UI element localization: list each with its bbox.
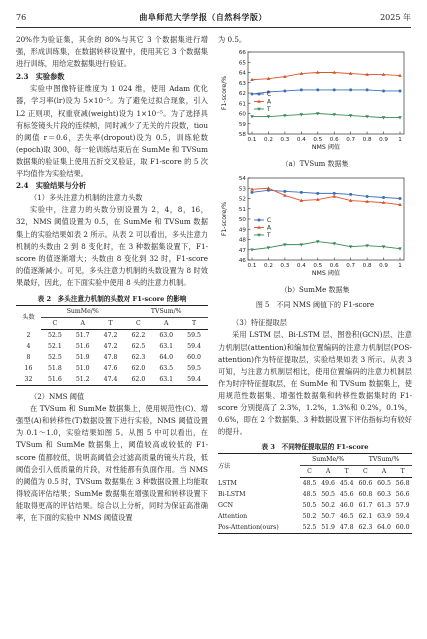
table-cell: 64.0 — [159, 354, 174, 362]
x-tick-label: 1 — [398, 137, 402, 144]
data-point — [251, 93, 254, 96]
table2-group-tvsum: TVSum/% — [124, 306, 208, 318]
y-tick-label: 65 — [238, 60, 246, 67]
table-cell: 59.4 — [187, 343, 201, 351]
table-cell: 52.5 — [48, 332, 62, 340]
table2-col: A — [152, 318, 180, 330]
legend-label: C — [267, 218, 272, 225]
table-row — [218, 478, 412, 490]
table-row — [218, 511, 412, 522]
page-number: 76 — [16, 12, 27, 22]
data-point — [300, 89, 303, 92]
y-tick-label: 66 — [238, 50, 246, 57]
intro-paragraph: 20%作为验证集，其余的 80%与其它 3 个数据集进行增强，形成训练集，在数据转移设置中，使用其它 3 个数据集进行训练，用给定数据集进行验证。 — [16, 35, 208, 69]
x-tick-label: 1 — [398, 263, 402, 270]
table-row — [16, 341, 208, 352]
data-point — [382, 90, 385, 93]
table-cell: 50.7 — [321, 513, 335, 521]
table-cell: 47.2 — [103, 343, 118, 351]
table-cell: 62.1 — [358, 513, 373, 521]
fig5a-caption: （a）TVSum 数据集 — [281, 160, 349, 169]
table3 — [218, 453, 412, 534]
legend-label: T — [267, 233, 271, 240]
table-cell: 51.6 — [75, 343, 90, 351]
x-tick-label: 0.7 — [346, 137, 356, 144]
y-tick-label: 47 — [238, 247, 246, 254]
subsection-heads-heading: （1）多头注意力机制的注意力头数 — [30, 193, 143, 203]
table-cell: 51.6 — [41, 374, 69, 386]
table2-col: T — [180, 318, 208, 330]
feature-paragraph: 采用 LSTM 层、Bi-LSTM 层、图卷积(GCN)层、注意力机制层(attention)和编加位置编码的注意力机制层(POS-attention)作为特征提取层，实验结果如表 3 所示。从表 3 可知，与注意力机制层相比，使用位置编码的注意力机制层作为时序特征提取层，在 SumMe 和 TVSum 数据集上，使用规范性数据集、增强性数据集和转移性数据集时的 F1-score 分别提高了 2.3%，1.2%，1.3%和 0.2%，0.1%，0.6%，即在 2 个数据集、3 种数据设置下评估指标均有较好的提升。 — [218, 330, 412, 437]
table-cell: 50.2 — [321, 502, 335, 510]
row-label: LSTM — [218, 480, 237, 488]
table-cell: 63.5 — [159, 365, 174, 373]
table2-head-label: 头数 — [16, 306, 41, 330]
table-cell: 60.6 — [358, 480, 373, 488]
x-tick-label: 0.7 — [346, 263, 356, 270]
data-point — [398, 248, 402, 251]
table-cell: 46.5 — [339, 513, 354, 521]
x-tick-label: 0.5 — [313, 263, 323, 270]
table-cell: 57.9 — [395, 502, 410, 510]
y-tick-label: 50 — [238, 217, 246, 224]
table-cell: 59.4 — [395, 513, 410, 521]
fig5-caption: 图 5 不同 NMS 阈值下的 F1-score — [255, 301, 375, 310]
table-cell: 62.3 — [131, 354, 146, 362]
table2-col: T — [97, 318, 125, 330]
x-tick-label: 0.8 — [362, 137, 372, 144]
table-cell: 52.5 — [300, 522, 319, 534]
y-tick-label: 63 — [238, 80, 246, 87]
x-tick-label: 0.3 — [280, 263, 290, 270]
y-tick-label: 62 — [238, 91, 246, 98]
table-cell: 64.0 — [375, 522, 394, 534]
table-cell: 50.5 — [302, 502, 317, 510]
legend-label: A — [267, 225, 271, 232]
y-tick-label: 58 — [238, 132, 246, 139]
table-cell: 47.4 — [97, 374, 125, 386]
y-tick-label: 61 — [238, 101, 246, 108]
table-row — [16, 352, 208, 363]
section-2-4-heading: 2.4 实验结果与分析 — [16, 181, 87, 191]
data-point — [283, 90, 286, 93]
table-row — [218, 500, 412, 511]
data-point — [250, 249, 254, 252]
row-label: 16 — [24, 365, 33, 373]
heads-paragraph: 实验中，注意力的头数分别设置为 2，4，8，16，32，NMS 阈值设置为 0.5，在 SumMe 和 TVSum 数据集上的实验结果如表 2 所示。从表 2 可以看出，多头注意力机制的头数由 2 到 8 变化时，在 3 种数据集设置下，F1-score 的值逐渐增大；头数由 8 变化到 32 时，F1-score 的值逐渐减小。可见，多头注意力机制的头数设置为 8 时效果最好，因此，在下面实验中使用 8 头的注意力机制。 — [16, 205, 208, 287]
left-column — [16, 34, 208, 524]
data-point — [349, 89, 352, 92]
table3-col: T — [393, 466, 412, 478]
table3-col: A — [375, 466, 394, 478]
row-label: Pos-Attention(ours) — [218, 522, 300, 534]
table-cell: 63.1 — [152, 374, 180, 386]
table-cell: 60.0 — [393, 522, 412, 534]
row-label: Bi-LSTM — [218, 491, 246, 499]
data-point — [316, 192, 319, 195]
year: 2025 年 — [380, 12, 411, 22]
table-cell: 48.5 — [302, 480, 317, 488]
table2-caption: 表 2 多头注意力机制的头数对 F1-score 的影响 — [37, 294, 187, 303]
table-cell: 63.1 — [159, 343, 174, 351]
series-line-T — [252, 114, 400, 118]
table-cell: 46.0 — [339, 502, 354, 510]
table-cell: 47.8 — [337, 522, 356, 534]
table-cell: 51.9 — [75, 354, 90, 362]
subsection-nms-heading: （2）NMS 阈值 — [30, 392, 85, 402]
fig5b-caption: （b）SumMe 数据集 — [280, 286, 350, 295]
x-tick-label: 0.1 — [247, 137, 257, 144]
y-axis-label: F1-score/% — [221, 75, 228, 111]
table-cell: 59.5 — [187, 365, 201, 373]
y-tick-label: 64 — [238, 70, 246, 77]
data-point — [316, 89, 319, 92]
plot-frame — [248, 52, 404, 134]
data-point — [349, 193, 352, 196]
table-cell: 62.0 — [131, 365, 146, 373]
table-cell: 61.7 — [358, 502, 373, 510]
x-tick-label: 0.5 — [313, 137, 323, 144]
table-cell: 62.5 — [131, 343, 146, 351]
continuation-paragraph: 为 0.5。 — [218, 35, 247, 44]
table3-col: A — [319, 466, 338, 478]
table-cell: 48.5 — [302, 491, 317, 499]
y-tick-label: 54 — [238, 176, 246, 183]
table-cell: 51.2 — [69, 374, 97, 386]
table-cell: 45.6 — [339, 491, 354, 499]
x-tick-label: 0.6 — [329, 137, 339, 144]
row-label: GCN — [218, 502, 234, 510]
table-cell: 61.3 — [377, 502, 391, 510]
table-cell: 51.7 — [75, 332, 90, 340]
table-cell: 49.6 — [321, 480, 335, 488]
data-point — [283, 190, 286, 193]
table-cell: 52.1 — [48, 343, 62, 351]
data-point — [399, 90, 402, 93]
table-cell: 59.4 — [180, 374, 208, 386]
table3-col: T — [337, 466, 356, 478]
table2-col: A — [69, 318, 97, 330]
legend-label: A — [267, 99, 271, 106]
data-point — [399, 197, 402, 200]
table-row — [218, 522, 412, 534]
data-point — [333, 192, 336, 195]
x-tick-label: 0.4 — [296, 263, 306, 270]
data-point — [332, 195, 336, 198]
y-tick-label: 51 — [238, 206, 246, 213]
table-row — [16, 363, 208, 374]
data-point — [382, 196, 385, 199]
table-cell: 47.8 — [103, 354, 118, 362]
table3-group-tvsum: TVSum/% — [356, 454, 412, 466]
y-tick-label: 48 — [238, 237, 246, 244]
header-rule — [16, 27, 411, 28]
table-cell: 45.4 — [339, 480, 354, 488]
fig5a-chart — [218, 46, 412, 158]
table-cell: 50.5 — [321, 491, 335, 499]
row-label: Attention — [218, 513, 248, 521]
table-cell: 63.0 — [159, 332, 174, 340]
table-cell: 60.5 — [377, 480, 391, 488]
right-column — [218, 34, 412, 534]
y-tick-label: 46 — [238, 258, 246, 265]
legend-label: T — [267, 107, 271, 114]
table-cell: 50.2 — [302, 513, 317, 521]
y-axis-label: F1-score/% — [221, 202, 228, 237]
x-tick-label: 0.9 — [379, 263, 389, 270]
table3-col: C — [356, 466, 375, 478]
data-point — [300, 191, 303, 194]
table-cell: 62.2 — [131, 332, 146, 340]
x-tick-label: 0.2 — [263, 137, 273, 144]
running-header — [16, 10, 411, 24]
table2 — [16, 305, 208, 386]
x-tick-label: 0.3 — [280, 137, 290, 144]
table-cell: 51.9 — [319, 522, 338, 534]
legend-label: C — [267, 92, 272, 99]
table-cell: 47.6 — [103, 365, 118, 373]
row-label: 4 — [26, 343, 31, 351]
data-point — [251, 191, 254, 194]
table2-col: C — [41, 318, 69, 330]
x-axis-label: NMS 阈值 — [311, 144, 341, 152]
table-cell: 51.0 — [75, 365, 90, 373]
series-line-A — [252, 73, 400, 80]
x-tick-label: 0.1 — [247, 263, 257, 270]
y-tick-label: 60 — [238, 111, 246, 118]
x-axis-label: NMS 阈值 — [311, 270, 341, 278]
params-paragraph: 实验中图像特征维度为 1 024 维，使用 Adam 优化器，学习率(lr)设为 5×10⁻⁵。为了避免过拟合现象，引入 L2 正则项，权重衰减(weight)设为 1×10⁻⁵。为了选择具有标签镜头片段的连续帧，同时减少了无关的片段数，tiou 的阈值 r＝0.6，丢失率(dropout)设为 0.5，训练轮数(epoch)取 300，每一轮训练结束后在 SumMe 和 TVSum 数据集的验证集上使用五折交叉验证，取 F1-score 的 5 次平均值作为实验结果。 — [16, 84, 208, 179]
y-tick-label: 53 — [238, 186, 246, 193]
table2-col: C — [124, 318, 152, 330]
table3-head-label: 方法 — [218, 454, 300, 478]
table-cell: 59.5 — [187, 332, 201, 340]
table-cell: 60.3 — [377, 491, 391, 499]
table-cell: 56.8 — [395, 480, 410, 488]
table-cell: 47.2 — [103, 332, 118, 340]
table-row — [16, 330, 208, 342]
table-cell: 60.0 — [187, 354, 201, 362]
table3-col: C — [300, 466, 319, 478]
row-label: 2 — [26, 331, 31, 339]
series-line-C — [252, 90, 400, 94]
row-label: 8 — [26, 354, 31, 362]
subsection-feature-heading: （3）特征提取层 — [232, 318, 287, 328]
table2-group-summe: SumMe/% — [41, 306, 124, 318]
x-tick-label: 0.6 — [329, 263, 339, 270]
series-line-T — [252, 242, 400, 250]
table-row — [16, 374, 208, 386]
section-2-3-heading: 2.3 实验参数 — [16, 72, 65, 82]
table-row — [218, 489, 412, 500]
data-point — [366, 89, 369, 92]
x-tick-label: 0.9 — [379, 137, 389, 144]
x-tick-label: 0.2 — [263, 263, 273, 270]
journal-name: 曲阜师范大学学报（自然科学版） — [139, 11, 267, 22]
series-line-C — [252, 190, 400, 198]
table-cell: 60.8 — [358, 491, 373, 499]
legend-marker — [258, 93, 261, 96]
legend-marker — [258, 219, 261, 222]
y-tick-label: 49 — [238, 227, 246, 234]
table3-group-summe: SumMe/% — [300, 454, 356, 466]
x-tick-label: 0.4 — [296, 137, 306, 144]
y-tick-label: 52 — [238, 196, 246, 203]
table-cell: 52.5 — [48, 354, 62, 362]
table3-caption: 表 3 不同特征提取层的 F1-score — [261, 443, 369, 452]
nms-paragraph: 在 TVSum 和 SumMe 数据集上，使用规范性(C)、增强型(A)和转移性(T)数据设置下进行实验，NMS 阈值设置为 0.1～1.0，实验结果如图 5。从图 5 中可以看出，在 TVSum 和 SumMe 数据集上，阈值较高或较低的 F1-score 值都较低，说明高阈值会过滤高质量的镜头片段，低阈值会引入低质量的片段，对性能都有负面作用。当 NMS 的阈值为 0.5 时，TVSum 数据集在 3 种数据设置上均能取得较高评估结果；SumMe 数据集在增强设置和转移设置下能取得更高的评估结果。综合以上分析，同时为保证高准确率，在下面的实验中 NMS 阈值设置 — [16, 404, 208, 522]
fig5b-chart — [218, 172, 412, 284]
table-cell: 62.3 — [356, 522, 375, 534]
y-tick-label: 59 — [238, 121, 246, 128]
table-cell: 62.0 — [124, 374, 152, 386]
table-cell: 63.9 — [377, 513, 391, 521]
row-label: 32 — [16, 374, 41, 386]
data-point — [333, 89, 336, 92]
x-tick-label: 0.8 — [362, 263, 372, 270]
series-line-A — [252, 188, 400, 204]
table-cell: 51.8 — [48, 365, 62, 373]
data-point — [366, 195, 369, 198]
table-cell: 56.6 — [395, 491, 410, 499]
